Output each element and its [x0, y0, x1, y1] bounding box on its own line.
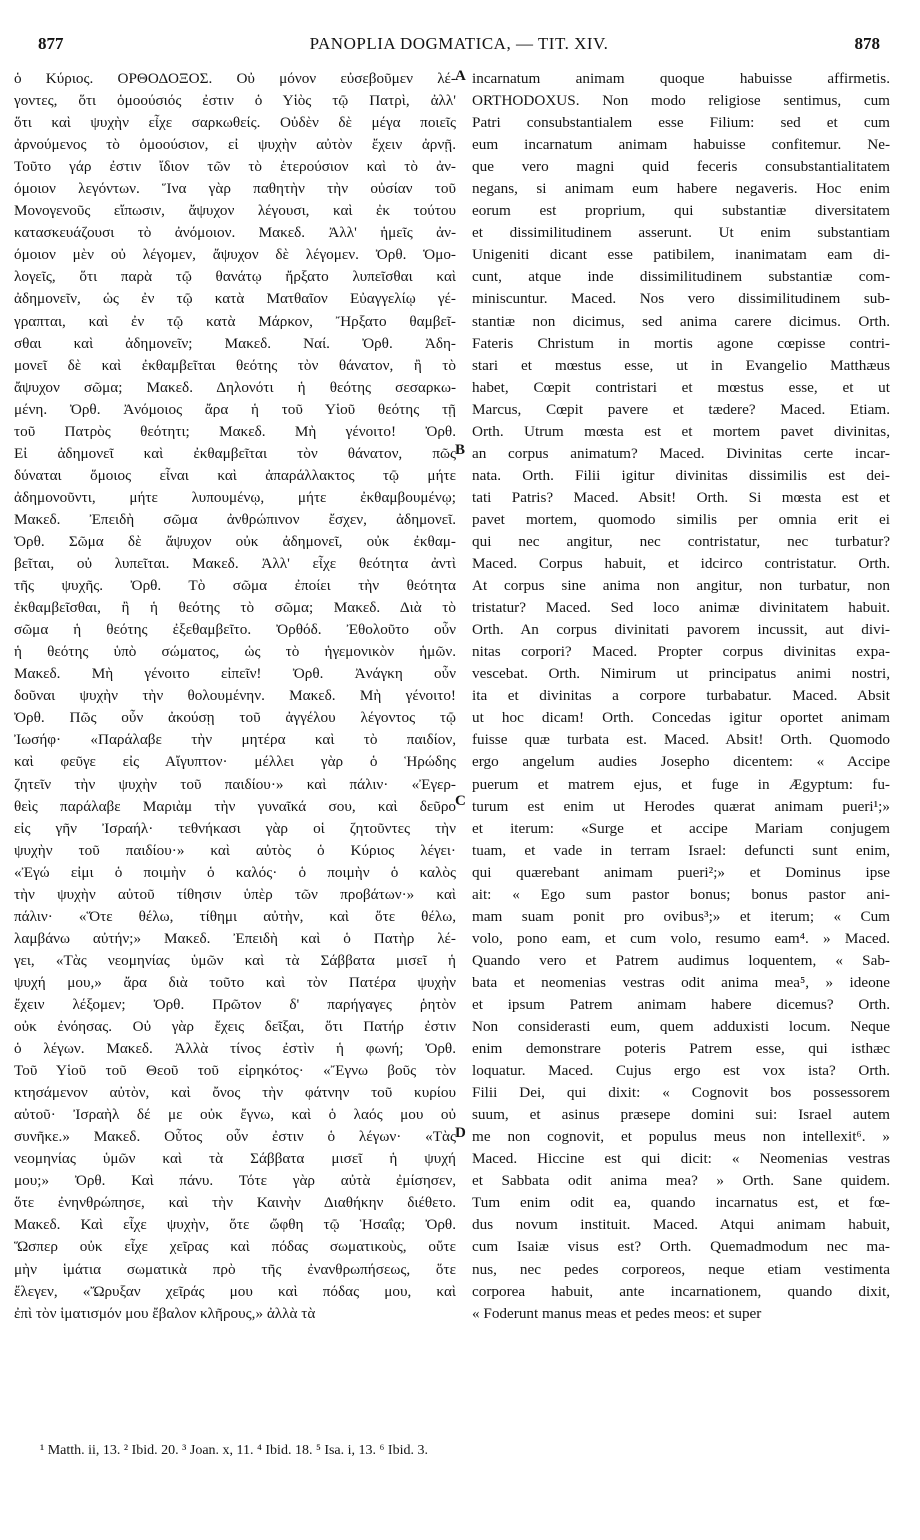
greek-column: [14, 68, 456, 1325]
greek-text-line: Μονογενοῦς εἴπωσιν, ἄψυχον λέγουσι, καὶ ἐκ τούτου: [14, 202, 456, 220]
latin-text-line: ORTHODOXUS. Non modo religiose sentimus, cum: [472, 92, 890, 110]
footnotes: ¹ Matth. ii, 13. ² Ibid. 20. ³ Joan. x, 11. ⁴ Ibid. 18. ⁵ Isa. i, 13. ⁶ Ibid. 3.: [40, 1443, 428, 1458]
latin-text-line: an corpus animatum? Maced. Divinitas certe incar-: [472, 444, 890, 462]
latin-text-line: turum est enim ut Herodes quærat animam pueri¹;»: [472, 797, 890, 815]
latin-text-line: Patri consubstantialem esse Filium: sed et cum: [472, 114, 890, 132]
greek-text-line: ἄψυχον σῶμα; Μακεδ. Δηλονότι ἡ θεότης σεσαρκω-: [14, 378, 456, 396]
latin-text-line: nata. Orth. Filii igitur divinitas dissimilis est dei-: [472, 466, 890, 484]
greek-text-line: ἀδημονεῖν, ὡς ἐν τῷ κατὰ Ματθαῖον Εὐαγγελίῳ γέ-: [14, 290, 456, 308]
greek-text-line: κτησάμενον αὐτὸν, καὶ ὄνος τὴν φάτνην τοῦ κυρίου: [14, 1084, 456, 1102]
greek-text-line: όμοιον λεγόντων. Ἵνα γὰρ παθητὴν τὴν οὐσίαν τοῦ: [14, 180, 456, 198]
latin-text-line: Marcus, Cœpit pavere et tædere? Maced. Etiam.: [472, 400, 890, 418]
latin-text-line: et ipsum Patrem animam habere dicemus? Orth.: [472, 995, 890, 1013]
running-header: [38, 34, 880, 60]
margin-marker-d: D: [455, 1125, 466, 1141]
latin-text-line: Maced. Hiccine est qui dicit: « Neomenias vestras: [472, 1150, 890, 1168]
latin-text-line: nus, nec pedes corporeos, neque etiam vestimenta: [472, 1260, 890, 1278]
greek-text-line: δοῦναι ψυχὴν τὴν θολουμένην. Μακεδ. Μὴ γένοιτο!: [14, 687, 456, 705]
latin-text-line: negans, si animam eum habere negaveris. Hoc enim: [472, 180, 890, 198]
latin-text-line: nitas corpori? Maced. Propter corpus divinitas expa-: [472, 643, 890, 661]
greek-text-line: λογεῖς, ὅτι παρὰ τῷ θανάτῳ ἤρξατο λυπεῖσθαι καὶ: [14, 268, 456, 286]
latin-text-line: incarnatum animam quoque habuisse affirmetis.: [472, 70, 890, 87]
greek-text-line: ψυχή μου,» ἄρα διὰ τοῦτο καὶ τὸν Πατέρα ψυχὴν: [14, 973, 456, 991]
greek-text-line: μένη. Ὀρθ. Ἀνόμοιος ἄρα ἡ τοῦ Υἱοῦ θεότης τῇ: [14, 400, 456, 418]
latin-text-line: volo, pono eam, et cum volo, resumo eam⁴. » Maced.: [472, 929, 890, 947]
latin-text-line: Quando vero et Patrem audimus loquentem, « Sab-: [472, 951, 890, 969]
greek-text-line: καὶ φεῦγε εἰς Αἴγυπτον· μέλλει γὰρ ὁ Ἡρώδης: [14, 753, 456, 771]
greek-text-line: τοῦ Πατρὸς θεότητι; Μακεδ. Μὴ γένοιτο! Ὀρθ.: [14, 422, 456, 440]
greek-text-line: ἡ θεότης ὑπὸ σώματος, ὡς τὸ ἡγεμονικὸν ἡμῶν.: [14, 643, 456, 661]
latin-text-line: vescebat. Orth. Nimirum ut principatus animi nostri,: [472, 665, 890, 683]
greek-text-line: αὐτοῦ· Ἰσραὴλ δέ με οὐκ ἔγνω, καὶ ὁ λαός μου οὐ: [14, 1106, 456, 1124]
latin-text-line: qui nec angitur, nec contristatur, nec turbatur?: [472, 532, 890, 550]
greek-text-line: βεῖται, οὐ λυπεῖται. Μακεδ. Ἀλλ' εἶχε θεότητα ἀντὶ: [14, 555, 456, 573]
greek-text-line: θεὶς παράλαβε Μαριὰμ τὴν γυναῖκά σου, καὶ δεῦρο: [14, 797, 456, 815]
latin-text-line: dus novum instituit. Maced. Atqui animam habuit,: [472, 1216, 890, 1234]
latin-text-line: Filii Dei, qui dixit: « Cognovit bos possessorem: [472, 1084, 890, 1102]
greek-text-line: ὅτε ἐνηνθρώπησε, καὶ τὴν Καινὴν Διαθήκην διέθετο.: [14, 1194, 456, 1212]
greek-text-line: μου;» Ὀρθ. Καὶ πάνυ. Τότε γὰρ αὐτὰ ἐμίσησεν,: [14, 1172, 456, 1190]
greek-text-line: Ὥσπερ οὐκ εἶχε χεῖρας καὶ πόδας σωματικοὺς, οὔτε: [14, 1238, 456, 1256]
latin-text-line: et iterum: «Surge et accipe Mariam conjugem: [472, 819, 890, 837]
latin-text-line: Non considerasti eum, quem adduxisti locum. Neque: [472, 1018, 890, 1036]
latin-text-line: At corpus sine anima non angitur, non turbatur, non: [472, 577, 890, 595]
latin-text-line: mam suam ponit pro ovibus³;» et iterum; « Cum: [472, 907, 890, 925]
latin-text-line: Unigeniti dicant esse patibilem, inanimatam eam di-: [472, 246, 890, 264]
greek-text-line: Τοῦτο γάρ ἐστιν ἴδιον τῶν τὸ ἑτερούσιον καὶ τὸ ἀν-: [14, 158, 456, 176]
latin-text-line: cunt, atque inde dissimilitudinem substantiæ com-: [472, 268, 890, 286]
latin-text-line: ut hoc dicam! Orth. Concedas igitur oportet animam: [472, 709, 890, 727]
latin-text-line: corporea habuit, ante incarnationem, quando dixit,: [472, 1282, 890, 1300]
latin-text-line: Orth. An corpus divinitati pavorem incussit, aut divi-: [472, 621, 890, 639]
greek-text-line: Μακεδ. Ἐπειδὴ σῶμα ἀνθρώπινον ἔσχεν, ἀδημονεῖ.: [14, 510, 456, 528]
greek-text-line: μονεῖ δὲ καὶ ἐκθαμβεῖται θεότης τὸν θάνατον, ἢ τὸ: [14, 356, 456, 374]
latin-text-line: Maced. Corpus habuit, et idcirco contristatur. Orth.: [472, 555, 890, 573]
greek-text-line: ἐκθαμβεῖσθαι, ἢ ἡ θεότης τὸ σῶμα; Μακεδ. Διὰ τὸ: [14, 599, 456, 617]
latin-text-line: me non cognovit, et populus meus non intellexit⁶. »: [472, 1128, 890, 1146]
latin-text-line: Tum enim odit ea, quando incarnatus est, et fœ-: [472, 1194, 890, 1212]
margin-marker-c: C: [455, 793, 466, 809]
greek-text-line: κατασκευάζουσι τὸ ἀνόμοιον. Μακεδ. Ἀλλ' ἡμεῖς ἀν-: [14, 224, 456, 242]
greek-text-line: Ὀρθ. Πῶς οὖν ἀκούσῃ τοῦ ἀγγέλου λέγοντος τῷ: [14, 709, 456, 727]
latin-text-line: et Sabbata odit anima mea? » Orth. Sane quidem.: [472, 1172, 890, 1190]
latin-text-line: suum, et asinus præsepe domini sui: Israel autem: [472, 1106, 890, 1124]
greek-text-line: ἀδημονοῦντι, μήτε λυπουμένῳ, μήτε ἐκθαμβουμένῳ;: [14, 488, 456, 506]
greek-text-line: γραπται, καὶ ἐν τῷ κατὰ Μάρκον, Ἤρξατο θαμβεῖ-: [14, 312, 456, 330]
greek-text-line: ψυχὴν τοῦ παιδίου·» καὶ αὐτὸς ὁ Κύριος λέγει·: [14, 841, 456, 859]
greek-text-line: Εἰ ἀδημονεῖ καὶ ἐκθαμβεῖται τὸν θάνατον, πῶς: [14, 444, 456, 462]
latin-text-line: puerum et matrem ejus, et fuge in Ægyptum: fu-: [472, 775, 890, 793]
latin-text-line: eum incarnatum animam habuisse confitemur. Ne-: [472, 136, 890, 154]
latin-text-line: qui quærebant animam pueri²;» et Dominus ipse: [472, 863, 890, 881]
greek-text-line: πάλιν· «Ὅτε θέλω, τίθημι αὐτὴν, καὶ ὅτε θέλω,: [14, 907, 456, 925]
right-page-number: 878: [854, 34, 880, 53]
greek-text-line: σθαι καὶ ἀδημονεῖν; Μακεδ. Ναί. Ὀρθ. Ἀδη-: [14, 334, 456, 352]
greek-text-line: ζητεῖν τὴν ψυχὴν τοῦ παιδίου·» καὶ πάλιν· «Ἐγερ-: [14, 775, 456, 793]
greek-text-line: Τοῦ Υἱοῦ τοῦ Θεοῦ τοῦ εἰρηκότος· «Ἔγνω βοῦς τὸν: [14, 1062, 456, 1080]
margin-marker-a: A: [455, 68, 466, 84]
greek-text-line: ἔλεγεν, «Ὤρυξαν χεῖράς μου καὶ πόδας μου, καὶ: [14, 1282, 456, 1300]
latin-text-line: loquatur. Maced. Cujus ergo est vox ista? Orth.: [472, 1062, 890, 1080]
greek-text-line: ἔχειν λέξομεν; Ὀρθ. Πρῶτον δ' παρήγαγες ῥητὸν: [14, 995, 456, 1013]
greek-text-line: ἀρνούμενος τὸ ὁμοούσιον, εἰ ψυχὴν αὐτὸν ἔχειν ἀρνῇ.: [14, 136, 456, 154]
latin-text-line: miniscuntur. Maced. Nos vero dissimilitudinem sub-: [472, 290, 890, 308]
greek-text-line: Ὀρθ. Σῶμα δὲ ἄψυχον οὐκ ἀδημονεῖ, οὐκ ἐκθαμ-: [14, 532, 456, 550]
greek-text-line: μὴν ἱμάτια σωματικὰ πρὸ τῆς ἐνανθρωπήσεως, ὅτε: [14, 1260, 456, 1278]
greek-text-line: τὴν ψυχὴν αὐτοῦ τίθησιν ὑπὲρ τῶν προβάτων·» καὶ: [14, 885, 456, 903]
greek-text-line: ὁ λέγων. Μακεδ. Ἀλλὰ τίνος ἐστὶν ἡ φωνή; Ὀρθ.: [14, 1040, 456, 1058]
latin-text-line: ergo angelum audies Josepho dicentem: « Accipe: [472, 753, 890, 771]
greek-text-line: οὐκ ἐνόησας. Οὐ γὰρ ἔχεις δεῖξαι, ὅτι Πατήρ ἐστιν: [14, 1018, 456, 1036]
greek-text-line: νεομηνίας ὑμῶν καὶ τὰ Σάββατα μισεῖ ἡ ψυχή: [14, 1150, 456, 1168]
greek-text-line: γοντες, ὅτι ὁμοούσιός ἐστιν ὁ Υἱὸς τῷ Πατρὶ, ἀλλ': [14, 92, 456, 110]
latin-text-line: stantiæ non dicimus, sed anima carere dicimus. Orth.: [472, 312, 890, 330]
latin-text-line: Fateris Christum in mortis agone cœpisse contri-: [472, 334, 890, 352]
latin-text-line: tuam, et vade in terram Israel: defuncti sunt enim,: [472, 841, 890, 859]
greek-text-line: σῶμα ἡ θεότης ἐξεθαμβεῖτο. Ὀρθόδ. Ἐθολοῦτο οὖν: [14, 621, 456, 639]
running-title: PANOPLIA DOGMATICA, — TIT. XIV.: [309, 34, 609, 53]
latin-text-line: que vero magni quid feceris consubstantialitatem: [472, 158, 890, 176]
latin-text-line: tati Patris? Maced. Absit! Orth. Si mœsta est et: [472, 488, 890, 506]
latin-text-line: stari et mœstus esse, ut in Evangelio Matthæus: [472, 356, 890, 374]
greek-text-line: γει, «Τὰς νεομηνίας ὑμῶν καὶ τὰ Σάββατα μισεῖ ἡ: [14, 951, 456, 969]
latin-text-line: tristatur? Maced. Sed loco animæ divinitatem habuit.: [472, 599, 890, 617]
greek-text-line: ἐπὶ τὸν ἱματισμόν μου ἔβαλον κλῆρους,» ἀλλὰ τὰ: [14, 1304, 316, 1322]
latin-column: [472, 68, 890, 1325]
latin-text-line: bata et neomenias vestras odit anima mea⁵, » ideone: [472, 973, 890, 991]
latin-text-line: habet, Cœpit contristari et mœstus esse, et ut: [472, 378, 890, 396]
latin-text-line: « Foderunt manus meas et pedes meos: et super: [472, 1304, 762, 1322]
greek-text-line: ὅτι καὶ ψυχὴν εἶχε σαρκωθείς. Οὐδὲν δὲ μέγα ποιεῖς: [14, 114, 456, 132]
greek-text-line: «Ἐγώ εἰμι ὁ ποιμὴν ὁ καλός· ὁ ποιμὴν ὁ καλὸς: [14, 863, 456, 881]
latin-text-line: eorum est proprium, qui substantiæ diversitatem: [472, 202, 890, 220]
latin-text-line: fuisse quæ turbata est. Maced. Absit! Orth. Quomodo: [472, 731, 890, 749]
greek-text-line: ὁ Κύριος. ΟΡΘΟΔΟΞΟΣ. Οὐ μόνον εὐσεβοῦμεν λέ-: [14, 70, 456, 87]
margin-marker-b: B: [455, 442, 466, 458]
latin-text-line: ait: « Ego sum pastor bonus; bonus pastor ani-: [472, 885, 890, 903]
greek-text-line: εἰς γῆν Ἰσραήλ· τεθνήκασι γὰρ οἱ ζητοῦντες τὴν: [14, 819, 456, 837]
greek-text-line: συνῆκε.» Μακεδ. Οὗτος οὖν ἐστιν ὁ λέγων· «Τὰς: [14, 1128, 456, 1146]
greek-text-line: όμοιον μὲν οὐ λέγομεν, ἄψυχον δὲ λέγομεν. Ὀρθ. Ὁμο-: [14, 246, 456, 264]
latin-text-line: Orth. Utrum mœsta est et mortem pavet divinitas,: [472, 422, 890, 440]
greek-text-line: Μακεδ. Μὴ γένοιτο εἰπεῖν! Ὀρθ. Ἀνάγκη οὖν: [14, 665, 456, 683]
greek-text-line: δύναται ὅμοιος εἶναι καὶ ἀπαράλλακτος τῷ μήτε: [14, 466, 456, 484]
greek-text-line: λαμβάνω αὐτήν;» Μακεδ. Ἐπειδὴ καὶ ὁ Πατὴρ λέ-: [14, 929, 456, 947]
latin-text-line: ita et divinitas a corpore turbabatur. Maced. Absit: [472, 687, 890, 705]
latin-text-line: et dissimilitudinem asserunt. Ut enim substantiam: [472, 224, 890, 242]
greek-text-line: τῆς ψυχῆς. Ὀρθ. Τὸ σῶμα ἐποίει τὴν θεότητα: [14, 577, 456, 595]
latin-text-line: cum Isaiæ visus est? Orth. Quemadmodum nec ma-: [472, 1238, 890, 1256]
latin-text-line: pavet mortem, quomodo similis per omnia erit ei: [472, 510, 890, 528]
latin-text-line: enim demonstrare poteris Patrem esse, qui isthæc: [472, 1040, 890, 1058]
greek-text-line: Μακεδ. Καὶ εἶχε ψυχὴν, ὅτε ὤφθη τῷ Ἡσαΐᾳ; Ὀρθ.: [14, 1216, 456, 1234]
left-page-number: 877: [38, 34, 64, 53]
greek-text-line: Ἰωσήφ· «Παράλαβε τὴν μητέρα καὶ τὸ παιδίον,: [14, 731, 456, 749]
